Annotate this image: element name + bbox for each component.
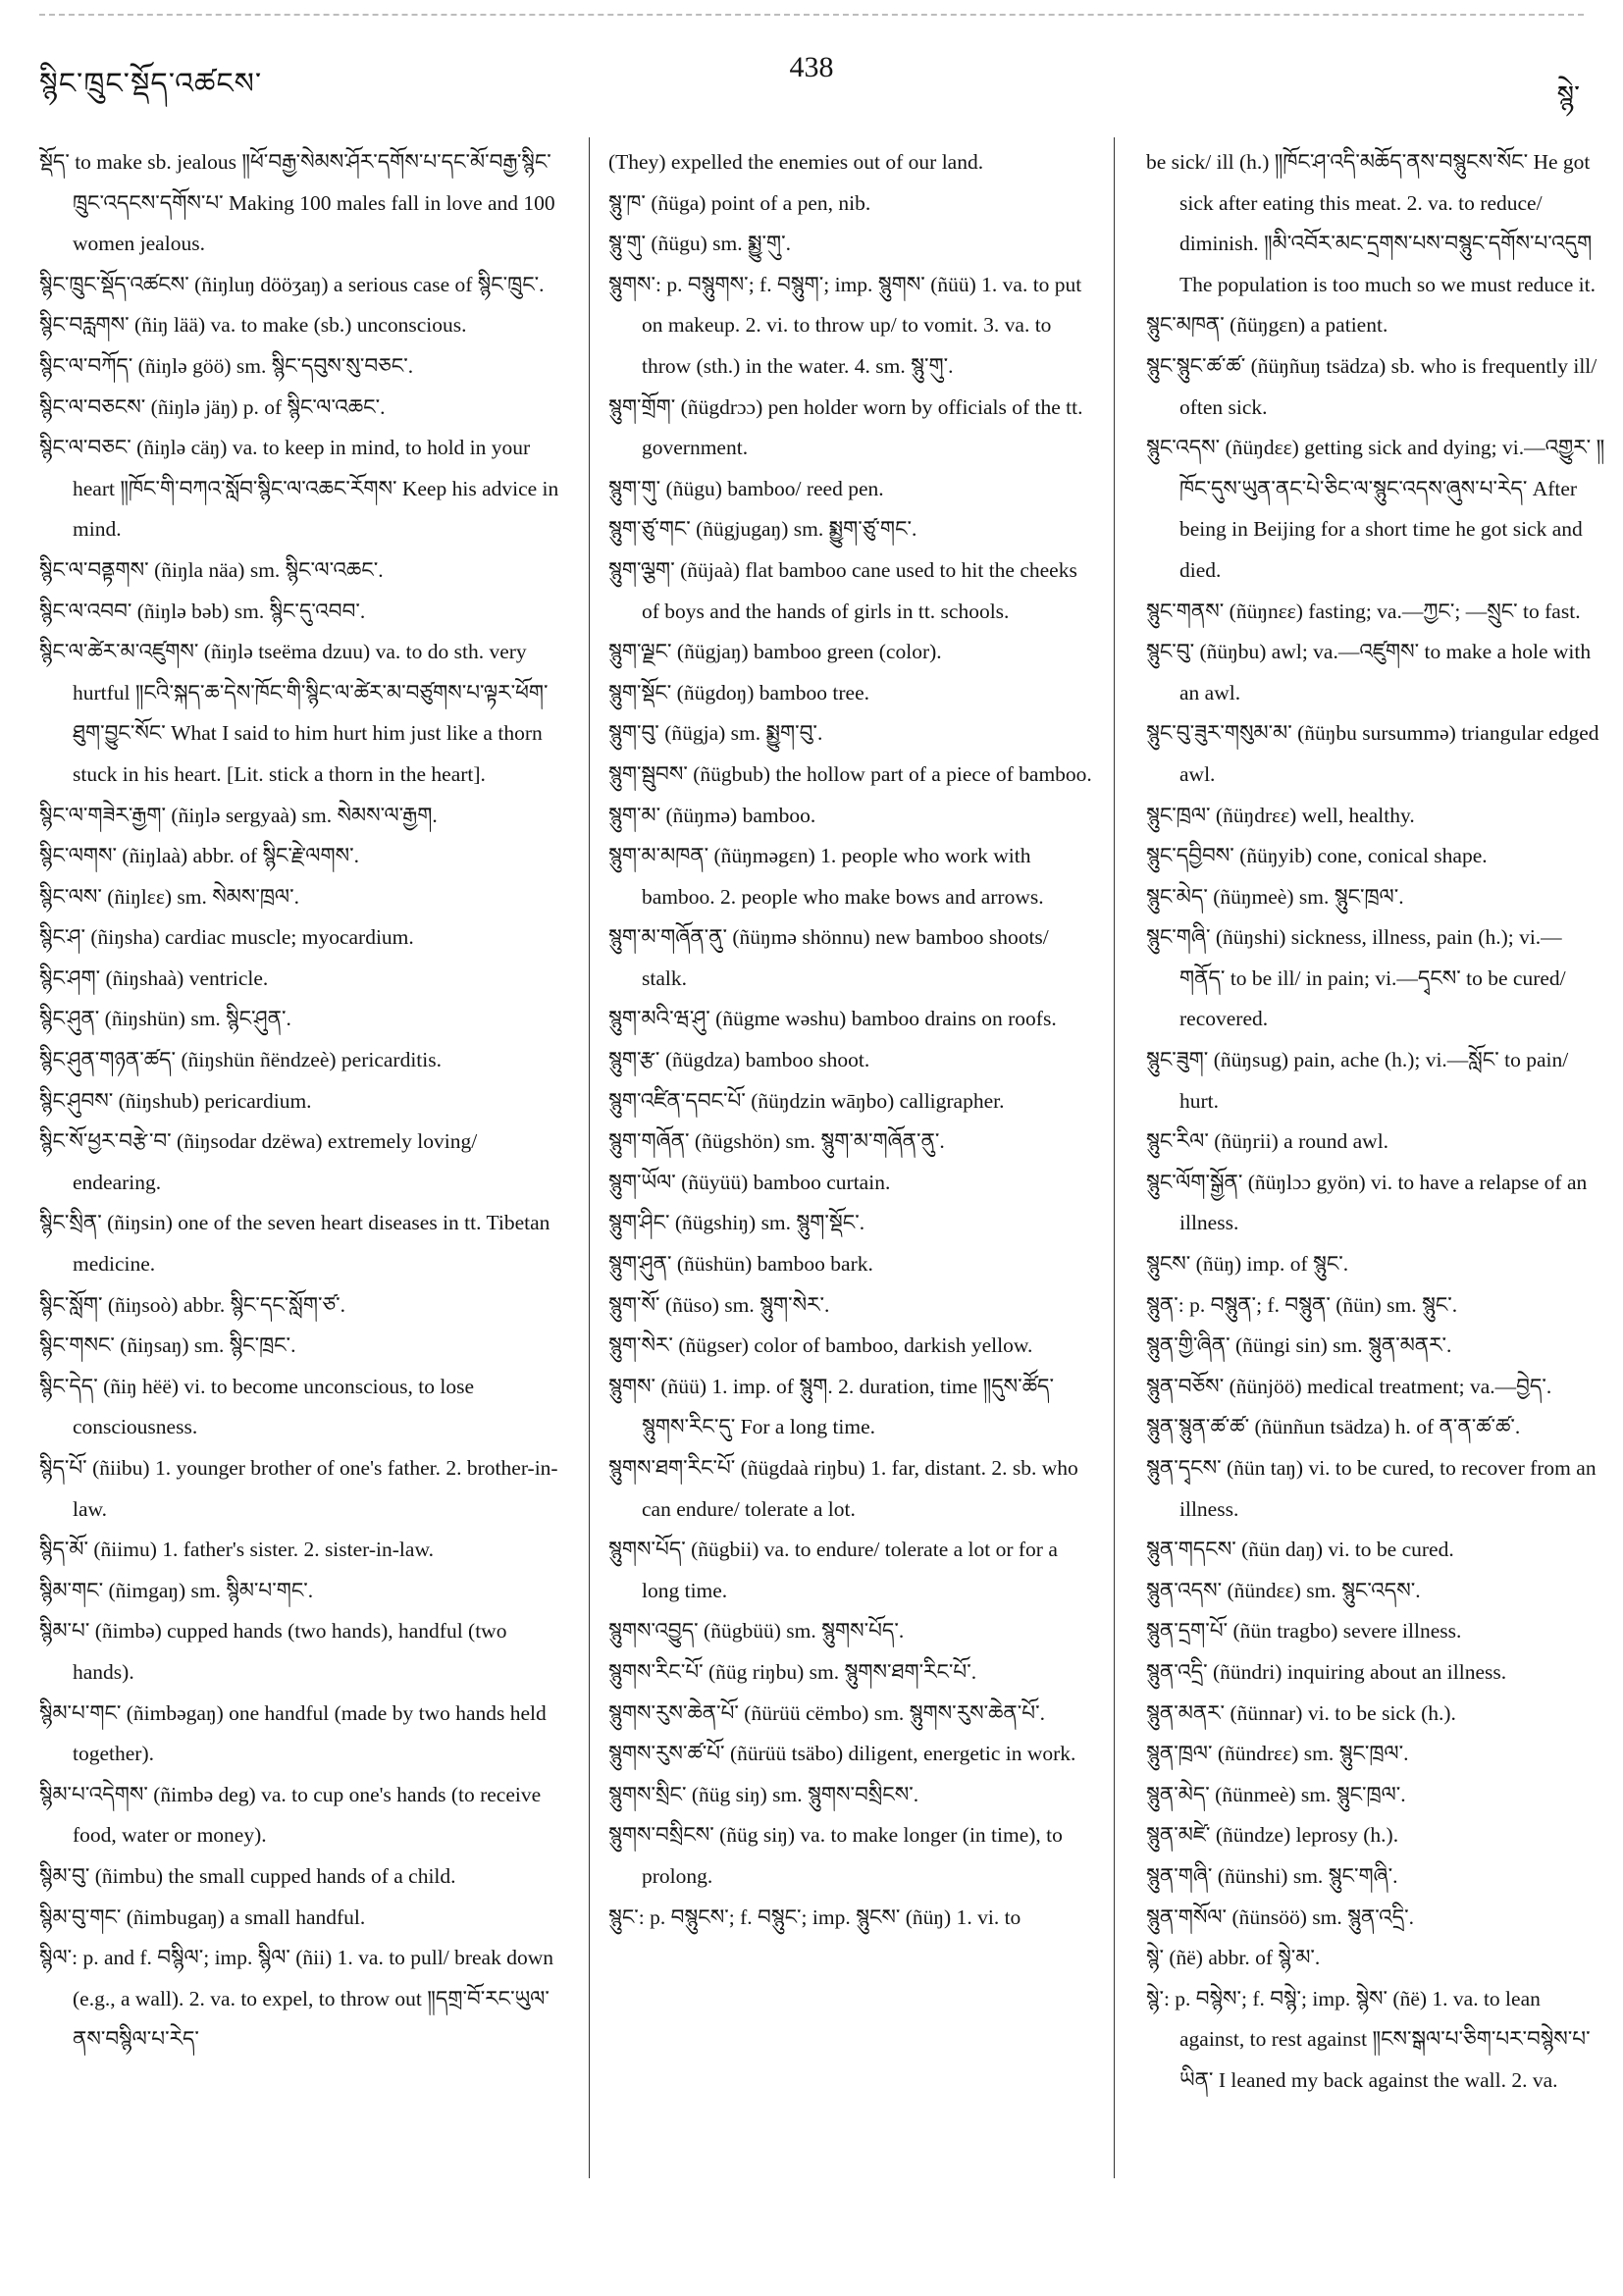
- dictionary-entry: སྙུང་བུ་ (ñüŋbu) awl; va.—འཛུགས་ to make a hole with an awl.: [1146, 640, 1592, 704]
- dictionary-entry: སྙུག་ཤུན་ (ñüshün) bamboo bark.: [608, 1252, 873, 1277]
- dictionary-entry: སྙུང་བུ་ཟུར་གསུམ་མ་ (ñüŋbu sursummə) triangular edged awl.: [1146, 721, 1599, 786]
- dictionary-entry: སྙུན་མནར་ (ñünnar) vi. to be sick (h.).: [1146, 1700, 1456, 1725]
- dictionary-entry: སྙུན་མཛེ་ (ñündze) leprosy (h.).: [1146, 1823, 1399, 1848]
- dictionary-entry: སྙུང་: p. བསྙུངས་; f. བསྙུང་; imp. སྙུངས་ (ñüŋ) 1. vi. to: [608, 1905, 1021, 1929]
- dictionary-entry: སྙིང་ཤུན་གཉན་ཚད་ (ñiŋshün ñëndzeè) pericarditis.: [39, 1048, 442, 1072]
- dictionary-entry: སྙིང་ལ་བཅང་ (ñiŋlə cäŋ) va. to keep in mind, to hold in your heart ༎ཁོང་གི་བཀའ་སློབ་སྙིང་ལ་འཆང་རོགས་ Keep his advice in mind.: [39, 436, 559, 542]
- dictionary-entry: སྙིང་ལ་འབབ་ (ñiŋlə bəb) sm. སྙིང་དུ་འབབ་.: [39, 599, 366, 623]
- dictionary-entry: སྙིང་ལ་བཅངས་ (ñiŋlə jäŋ) p. of སྙིང་ལ་འཆང་.: [39, 394, 386, 419]
- dictionary-entry: སྙུག་མའི་ཝ་ཤུ་ (ñügme wəshu) bamboo drains on roofs.: [608, 1007, 1057, 1031]
- dictionary-entry: སྙུ་གུ་ (ñügu) sm. སྨྱུ་གུ་.: [608, 232, 791, 256]
- dictionary-entry: སྙུགས་རིང་པོ་ (ñüg riŋbu) sm. སྙུགས་ཐག་རིང་པོ་.: [608, 1659, 977, 1684]
- dictionary-entry: སྙེ་ (ñë) abbr. of སྙེ་མ་.: [1146, 1946, 1321, 1970]
- dictionary-entry: སྙིང་ལས་ (ñiŋlɛɛ) sm. སེམས་ཁྲལ་.: [39, 884, 299, 909]
- dictionary-entry: སྙིང་སོ་ཕྱར་བརྩེ་བ་ (ñiŋsodar dzëwa) extremely loving/ endearing.: [39, 1129, 478, 1194]
- page-number: 438: [789, 51, 834, 83]
- dictionary-entry: སྙུན་གྱི་ཞིན་ (ñüngi sin) sm. སྙུན་མནར་.: [1146, 1333, 1452, 1358]
- dictionary-entry: སྙུང་མཁན་ (ñüŋgɛn) a patient.: [1146, 313, 1388, 338]
- dictionary-entry: སྙུང་ལོག་སྒྱོན་ (ñüŋlɔɔ gyön) vi. to have a relapse of an illness.: [1146, 1170, 1588, 1235]
- dictionary-entry: སྙིང་སྲིན་ (ñiŋsin) one of the seven heart diseases in tt. Tibetan medicine.: [39, 1211, 550, 1277]
- dictionary-entry: སྙིམ་པ་གང་ (ñimbəgaŋ) one handful (made by two hands held together).: [39, 1700, 547, 1766]
- running-header-right: སྙེ་: [1556, 81, 1580, 112]
- dictionary-entry: སྙུན་འདྲི་ (ñündri) inquiring about an illness.: [1146, 1659, 1507, 1684]
- dictionary-entry: སྡོད་ to make sb. jealous ༎ཕོ་བརྒྱ་སེམས་ཤོར་དགོས་པ་དང་མོ་བརྒྱ་སྙིང་ཁྲུང་འདངས་དགོས་པ་ Making 100 males fall in love and 100 women jealous.: [39, 150, 555, 256]
- dictionary-entry: སྙུག་ལྗང་ (ñügjaŋ) bamboo green (color).: [608, 640, 942, 664]
- dictionary-entry: སྙུང་དབྱིབས་ (ñüŋyib) cone, conical shape.: [1146, 844, 1488, 868]
- dictionary-entry: སྙུག་ཙུ་གང་ (ñügjugaŋ) sm. སྨྱུག་ཙུ་གང་.: [608, 517, 917, 542]
- dictionary-entry: སྙུག་སོ་ (ñüso) sm. སྙུག་སེར་.: [608, 1292, 830, 1317]
- dictionary-entry: སྙིང་ལ་གཟེར་རྒྱག་ (ñiŋlə sergyaà) sm. སེམས་ལ་རྒྱག.: [39, 803, 438, 827]
- dictionary-entry: སྙུག་སེར་ (ñügser) color of bamboo, darkish yellow.: [608, 1333, 1033, 1358]
- dictionary-entry: སྙུང་གནས་ (ñüŋnɛɛ) fasting; va.—ཀྱང་; —སྲུང་ to fast.: [1146, 599, 1581, 623]
- dictionary-entry: སྙུན་གསོལ་ (ñünsöö) sm. སྙུན་འདྲི་.: [1146, 1905, 1415, 1929]
- dictionary-entry: སྙུགས་ (ñüü) 1. imp. of སྙུག. 2. duration, time ༎དུས་ཚོད་སྙུགས་རིང་དུ་ For a long time.: [608, 1374, 1054, 1439]
- dictionary-entry: སྙིང་ཤུབས་ (ñiŋshub) pericardium.: [39, 1088, 312, 1113]
- dictionary-entry: སྙུག་མ་གཞོན་ནུ་ (ñüŋmə shönnu) new bamboo shoots/ stalk.: [608, 925, 1049, 990]
- dictionary-entry: (They) expelled the enemies out of our land.: [608, 150, 984, 174]
- dictionary-entry: སྙེ་: p. བསྙེས་; f. བསྙེ་; imp. སྙེས་ (ñë) 1. va. to lean against, to rest against ༎ངས་སྒལ་པ་ཅིག་པར་བསྙེས་པ་ཡིན་ I leaned my back against the wall. 2. va.: [1146, 1986, 1591, 2092]
- dictionary-entry: སྙུང་ཁྲལ་ (ñüŋdrɛɛ) well, healthy.: [1146, 803, 1415, 827]
- running-header-left: སྙིང་ཁྲུང་སྡོད་འཚངས་: [39, 68, 263, 100]
- column-divider: [589, 137, 590, 2178]
- dictionary-entry: སྙུན་འདས་ (ñündɛɛ) sm. སྙུང་འདས་.: [1146, 1578, 1421, 1602]
- dictionary-entry: སྙུན་སྙུན་ཚ་ཚ་ (ñünñun tsädza) h. of ན་ན་ཚ་ཚ་.: [1146, 1415, 1521, 1439]
- dictionary-entry: སྙུང་འདས་ (ñüŋdɛɛ) getting sick and dying; vi.—འགྱུར་ ༎ཁོང་དུས་ཡུན་ནང་པེ་ཅིང་ལ་སྙུང་འདས་ཞུས་པ་རེད་ After being in Beijing for a short time he got sick and died.: [1146, 436, 1605, 582]
- dictionary-entry: སྙུག་གུ་ (ñügu) bamboo/ reed pen.: [608, 476, 884, 500]
- dictionary-entry: སྙིང་ཁྲུང་སྡོད་འཚངས་ (ñiŋluŋ dööӡaŋ) a serious case of སྙིང་ཁྲུང་.: [39, 272, 545, 296]
- dictionary-entry: སྙུང་གཞི་ (ñüŋshi) sickness, illness, pain (h.); vi.—གནོད་ to be ill/ in pain; vi.—དྭངས་ to be cured/ recovered.: [1146, 925, 1566, 1031]
- dictionary-entry: སྙུགས་རུས་ཆེན་པོ་ (ñürüü cëmbo) sm. སྙུགས་རུས་ཆེན་པོ་.: [608, 1700, 1045, 1725]
- column-3: [1146, 142, 1607, 2183]
- dictionary-entry: སྙུག་མ་ (ñüŋmə) bamboo.: [608, 803, 816, 827]
- dictionary-entry: སྙིམ་བུ་གང་ (ñimbugaŋ) a small handful.: [39, 1905, 366, 1929]
- dictionary-entry: སྙིད་པོ་ (ñiibu) 1. younger brother of one's father. 2. brother-in-law.: [39, 1456, 558, 1521]
- dictionary-entry: སྙིང་ཤ་ (ñiŋsha) cardiac muscle; myocardium.: [39, 925, 414, 950]
- dictionary-entry: སྙུགས་སྲིང་ (ñüg siŋ) sm. སྙུགས་བསྲིངས་.: [608, 1782, 919, 1806]
- dictionary-entry: སྙིང་ལགས་ (ñiŋlaà) abbr. of སྙིང་རྗེ་ལགས་.: [39, 844, 359, 868]
- dictionary-entry: སྙིང་གསང་ (ñiŋsaŋ) sm. སྙིང་ཁྲང་.: [39, 1333, 296, 1358]
- dictionary-entry: སྙུན་བཅོས་ (ñünjöö) medical treatment; va.—བྱེད་.: [1146, 1374, 1552, 1398]
- dictionary-entry: སྙུག་འཛིན་དབང་པོ་ (ñüŋdzin wāŋbo) calligrapher.: [608, 1088, 1005, 1113]
- dictionary-entry: སྙིང་དེད་ (ñiŋ hëë) vi. to become unconscious, to lose consciousness.: [39, 1374, 474, 1439]
- dictionary-entry: སྙིང་ཤུན་ (ñiŋshün) sm. སྙིང་ཤུན་.: [39, 1007, 291, 1031]
- dictionary-entry: སྙུགས་ཐག་རིང་པོ་ (ñügdaà riŋbu) 1. far, distant. 2. sb. who can endure/ tolerate a lot.: [608, 1456, 1078, 1521]
- column-2: [608, 142, 1094, 2183]
- dictionary-entry: སྙིམ་པ་ (ñimbə) cupped hands (two hands), handful (two hands).: [39, 1619, 507, 1684]
- dictionary-entry: སྙུག་རྩ་ (ñügdza) bamboo shoot.: [608, 1048, 870, 1072]
- dictionary-entry: སྙུན་: p. བསྙུན་; f. བསྙུན་ (ñün) sm. སྙུང་.: [1146, 1292, 1458, 1317]
- dictionary-entry: སྙིལ་: p. and f. བསྙིལ་; imp. སྙིལ་ (ñii) 1. va. to pull/ break down (e.g., a wall). 2. va. to expel, to throw out ༎དགྲ་བོ་རང་ཡུལ་ནས་བསྙིལ་པ་རེད་: [39, 1946, 553, 2052]
- dictionary-entry: སྙུན་ཁྲལ་ (ñündrɛɛ) sm. སྙུང་ཁྲལ་.: [1146, 1742, 1409, 1766]
- dictionary-entry: སྙིང་ལ་ཚེར་མ་འཛུགས་ (ñiŋlə tseëma dzuu) va. to do sth. very hurtful ༎ངའི་སྐད་ཆ་དེས་ཁོང་གི་སྙིང་ལ་ཚེར་མ་བཙུགས་པ་ལྟར་ཕོག་ཐུག་བྱུང་སོང་ What I said to him hurt him just like a thorn stuck in his heart. [Lit. stick a thorn in the heart].: [39, 640, 549, 786]
- dictionary-entry: སྙིང་ལ་བཀོད་ (ñiŋlə göö) sm. སྙིང་དབུས་སུ་བཅང་.: [39, 353, 414, 378]
- dictionary-entry: སྙུག་ཡོལ་ (ñüyüü) bamboo curtain.: [608, 1170, 891, 1194]
- dictionary-entry: be sick/ ill (h.) ༎ཁོང་ཤ་འདི་མཆོད་ནས་བསྙུངས་སོང་ He got sick after eating this meat. 2. va. to reduce/ diminish. ༎མི་འབོར་མང་དྲགས་པས་བསྙུང་དགོས་པ་འདུག The population is too much so we must reduce it.: [1146, 150, 1596, 296]
- dictionary-entry: སྙུག་གཞོན་ (ñügshön) sm. སྙུག་མ་གཞོན་ནུ་.: [608, 1129, 945, 1154]
- dictionary-entry: སྙུན་གདངས་ (ñün daŋ) vi. to be cured.: [1146, 1538, 1454, 1562]
- dictionary-entry: སྙུགས་: p. བསྙུགས་; f. བསྙུག་; imp. སྙུགས་ (ñüü) 1. va. to put on makeup. 2. vi. to throw up/ to vomit. 3. va. to throw (sth.) in the water. 4. sm. སྙུ་གུ་.: [608, 272, 1082, 378]
- dictionary-entry: སྙུག་སྡོང་ (ñügdoŋ) bamboo tree.: [608, 680, 869, 704]
- dictionary-entry: སྙུང་རིལ་ (ñüŋrii) a round awl.: [1146, 1129, 1389, 1154]
- dictionary-entry: སྙིང་ཤག་ (ñiŋshaà) ventricle.: [39, 965, 269, 990]
- column-divider: [1114, 137, 1115, 2178]
- dictionary-entry: སྙུགས་རུས་ཚ་པོ་ (ñürüü tsäbo) diligent, energetic in work.: [608, 1742, 1076, 1766]
- dictionary-entry: སྙུགས་པོད་ (ñügbii) va. to endure/ tolerate a lot or for a long time.: [608, 1538, 1058, 1602]
- dictionary-entry: སྙིང་བརླགས་ (ñiŋ lää) va. to make (sb.) unconscious.: [39, 313, 467, 338]
- column-1: [39, 142, 564, 2183]
- dictionary-entry: སྙུང་ཟུག་ (ñüŋsug) pain, ache (h.); vi.—སློང་ to pain/ hurt.: [1146, 1048, 1569, 1113]
- dictionary-entry: སྙུག་ཤིང་ (ñügshiŋ) sm. སྙུག་སྡོང་.: [608, 1211, 865, 1235]
- dictionary-entry: སྙུགས་བསྲིངས་ (ñüg siŋ) va. to make longer (in time), to prolong.: [608, 1823, 1063, 1888]
- dictionary-entry: སྙིད་མོ་ (ñiimu) 1. father's sister. 2. sister-in-law.: [39, 1538, 434, 1562]
- dictionary-entry: སྙུགས་འབྱུད་ (ñügbüü) sm. སྙུགས་པོད་.: [608, 1619, 905, 1644]
- dictionary-entry: སྙུག་མ་མཁན་ (ñüŋməgɛn) 1. people who work with bamboo. 2. people who make bows and arrows.: [608, 844, 1044, 909]
- dictionary-entry: སྙུང་སྙུང་ཚ་ཚ་ (ñüŋñuŋ tsädza) sb. who is frequently ill/ often sick.: [1146, 353, 1597, 419]
- dictionary-entry: སྙུན་དྲག་པོ་ (ñün tragbo) severe illness.: [1146, 1619, 1462, 1644]
- dictionary-entry: སྙུན་དྭངས་ (ñün taŋ) vi. to be cured, to recover from an illness.: [1146, 1456, 1597, 1521]
- dictionary-entry: སྙིང་ལ་བནྟགས་ (ñiŋla näa) sm. སྙིང་ལ་འཆང་.: [39, 557, 384, 582]
- dictionary-entry: སྙུག་ལྕག་ (ñüjaà) flat bamboo cane used to hit the cheeks of boys and the hands of girls in tt. schools.: [608, 557, 1077, 623]
- dictionary-entry: སྙིམ་པ་འདེགས་ (ñimbə deg) va. to cup one's hands (to receive food, water or money).: [39, 1782, 542, 1848]
- dictionary-entry: སྙིང་སློག་ (ñiŋsoò) abbr. སྙིང་དང་སློག་ཙ་.: [39, 1292, 346, 1317]
- dictionary-entry: སྙུན་གཞི་ (ñünshi) sm. སྙུང་གཞི་.: [1146, 1863, 1398, 1888]
- dictionary-entry: སྙུག་སྦུབས་ (ñügbub) the hollow part of a piece of bamboo.: [608, 761, 1092, 786]
- dictionary-entry: སྙུངས་ (ñüŋ) imp. of སྙུང་.: [1146, 1252, 1349, 1277]
- dictionary-entry: སྙིམ་བུ་ (ñimbu) the small cupped hands of a child.: [39, 1863, 456, 1888]
- dictionary-entry: སྙིམ་གང་ (ñimgaŋ) sm. སྙིམ་པ་གང་.: [39, 1578, 314, 1602]
- dictionary-entry: སྙུན་མེད་ (ñünmeè) sm. སྙུང་ཁྲལ་.: [1146, 1782, 1406, 1806]
- dictionary-entry: སྙུ་ཁ་ (ñüga) point of a pen, nib.: [608, 190, 871, 215]
- dictionary-entry: སྙུང་མེད་ (ñüŋmeè) sm. སྙུང་ཁྲལ་.: [1146, 884, 1404, 909]
- dictionary-entry: སྙུག་བུ་ (ñügja) sm. སྨྱུག་བུ་.: [608, 721, 823, 746]
- top-rule: [39, 14, 1584, 16]
- dictionary-entry: སྙུག་གྲོག་ (ñügdrɔɔ) pen holder worn by officials of the tt. government.: [608, 394, 1083, 460]
